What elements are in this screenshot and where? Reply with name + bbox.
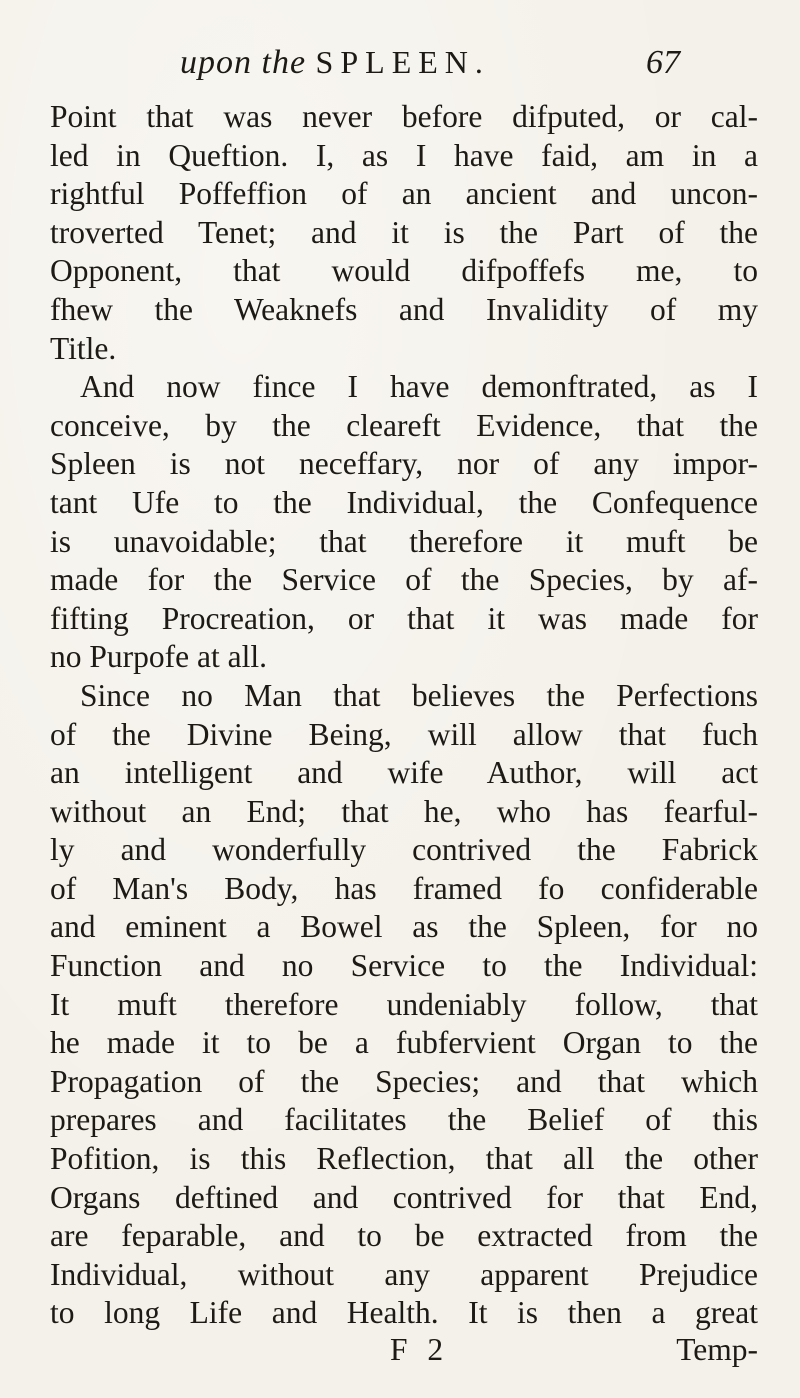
signature-mark: F 2 [390, 1332, 450, 1367]
text-line: Point that was never before difputed, or cal- [50, 99, 758, 134]
text-line: tant Ufe to the Individual, the Confequence [50, 484, 758, 520]
page-number: 67 [646, 44, 680, 81]
text-line: ly and wonderfully contrived the Fabrick [50, 832, 758, 868]
text-line: no Purpofe at all. [50, 639, 267, 675]
text-line: to long Life and Health. It is then a great [50, 1295, 758, 1331]
text-line: of Man's Body, has framed fo confiderable [50, 870, 758, 906]
running-head [180, 44, 490, 82]
text-line: troverted Tenet; and it is the Part of the [50, 214, 758, 250]
text-line: Since no Man that believes the Perfections [80, 677, 758, 713]
running-head-word: SPLEEN. [315, 44, 490, 80]
text-line: conceive, by the cleareft Evidence, that the [50, 407, 758, 443]
text-line: Title. [50, 330, 117, 366]
text-line: is unavoidable; that therefore it muft be [50, 523, 758, 559]
page-footer [0, 1332, 800, 1372]
text-line: prepares and facilitates the Belief of this [50, 1102, 758, 1138]
text-line: made for the Service of the Species, by af- [50, 562, 758, 598]
text-line: without an End; that he, who has fearful- [50, 793, 758, 829]
text-line: are feparable, and to be extracted from the [50, 1218, 758, 1254]
body-text [50, 98, 758, 1333]
text-line: Organs deftined and contrived for that End, [50, 1179, 758, 1215]
text-line: an intelligent and wife Author, will act [50, 755, 758, 791]
text-line: and eminent a Bowel as the Spleen, for no [50, 909, 758, 945]
text-line: And now fince I have demonftrated, as I [80, 369, 758, 405]
text-line: Function and no Service to the Individual: [50, 948, 758, 984]
text-line: It muft therefore undeniably follow, that [50, 986, 758, 1022]
catchword: Temp- [676, 1332, 758, 1367]
text-line: fifting Procreation, or that it was made for [50, 600, 758, 636]
text-line: fhew the Weaknefs and Invalidity of my [50, 291, 758, 327]
page-header [120, 44, 680, 84]
text-line: Pofition, is this Reflection, that all the other [50, 1141, 758, 1177]
text-line: led in Queftion. I, as I have faid, am in a [50, 137, 758, 173]
text-line: Propagation of the Species; and that which [50, 1063, 758, 1099]
text-line: he made it to be a fubfervient Organ to the [50, 1025, 758, 1061]
text-line: Opponent, that would difpoffefs me, to [50, 253, 758, 289]
text-line: of the Divine Being, will allow that fuch [50, 716, 758, 752]
text-line: rightful Poffeffion of an ancient and uncon- [50, 176, 758, 212]
text-line: Individual, without any apparent Prejudice [50, 1256, 758, 1292]
running-head-prefix: upon the [180, 44, 307, 81]
text-line: Spleen is not neceffary, nor of any impor- [50, 446, 758, 482]
